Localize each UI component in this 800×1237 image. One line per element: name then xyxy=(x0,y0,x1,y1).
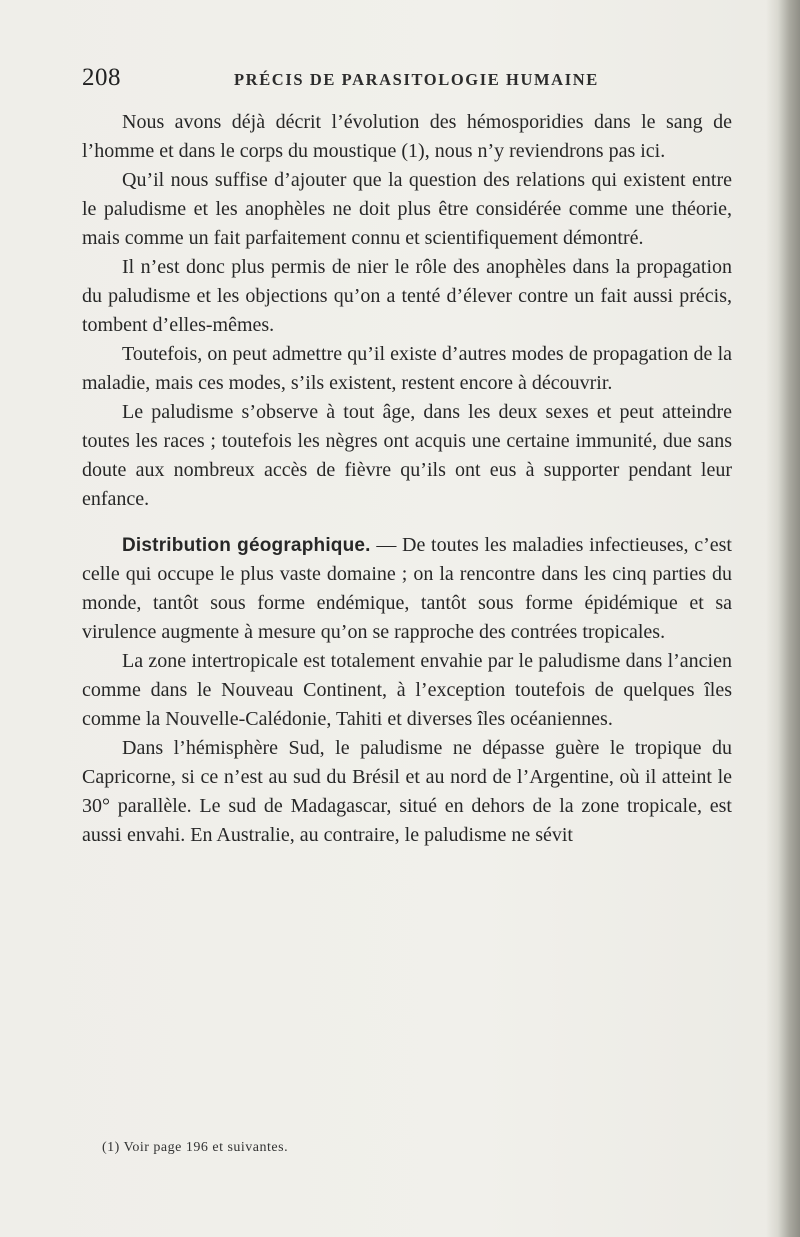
paragraph: Il n’est donc plus permis de nier le rôle des anophèles dans la propagation du paludisme et les objections qu’on a tenté d’élever contre un fait aussi précis, tombent d’elles-mêmes. xyxy=(82,256,732,336)
paragraph: La zone intertropicale est totalement envahie par le paludisme dans l’ancien comme dans le Nouveau Continent, à l’exception toutefois de quelques îles comme la Nouvelle-Calédonie, Tahiti et diverses îles océaniennes. xyxy=(82,650,732,730)
running-title: PRÉCIS DE PARASITOLOGIE HUMAINE xyxy=(234,70,599,89)
section-heading: Distribution géographique. xyxy=(122,535,371,556)
paragraph: Le paludisme s’observe à tout âge, dans les deux sexes et peut atteindre toutes les races ; toutefois les nègres ont acquis une certaine immunité, due sans doute aux nombreux accès de fièvre qu’ils ont eus à supporter pendant leur enfance. xyxy=(82,401,732,510)
page-edge-shadow xyxy=(766,0,800,1237)
body-text xyxy=(82,108,732,850)
paragraph: Nous avons déjà décrit l’évolution des hémosporidies dans le sang de l’homme et dans le corps du moustique (1), nous n’y reviendrons pas ici. xyxy=(82,111,732,162)
paragraph: Toutefois, on peut admettre qu’il existe d’autres modes de propagation de la maladie, mais ces modes, s’ils existent, restent encore à découvrir. xyxy=(82,343,732,394)
page-number: 208 xyxy=(82,64,121,91)
paragraph: Dans l’hémisphère Sud, le paludisme ne dépasse guère le tropique du Capricorne, si ce n’est au sud du Brésil et au nord de l’Argentine, où il atteint le 30° parallèle. Le sud de Madagascar, situé en dehors de la zone tropicale, est aussi envahi. En Australie, au contraire, le paludisme ne sévit xyxy=(82,737,732,846)
paragraph: Qu’il nous suffise d’ajouter que la question des relations qui existent entre le paludisme et les anophèles ne doit plus être considérée comme une théorie, mais comme un fait parfaitement connu et scientifiquement démontré. xyxy=(82,169,732,249)
section-lead-text: — De toutes les maladies infectieuses, c’est celle qui occupe le plus vaste domaine ; on la rencontre dans les cinq parties du monde, tantôt sous forme endémique, tantôt sous forme épidémique et sa virulence augmente à mesure qu’on se rapproche des contrées tropicales. xyxy=(82,534,732,643)
footnote: (1) Voir page 196 et suivantes. xyxy=(102,1140,289,1155)
page-header xyxy=(82,64,732,94)
section-paragraph xyxy=(82,531,732,647)
